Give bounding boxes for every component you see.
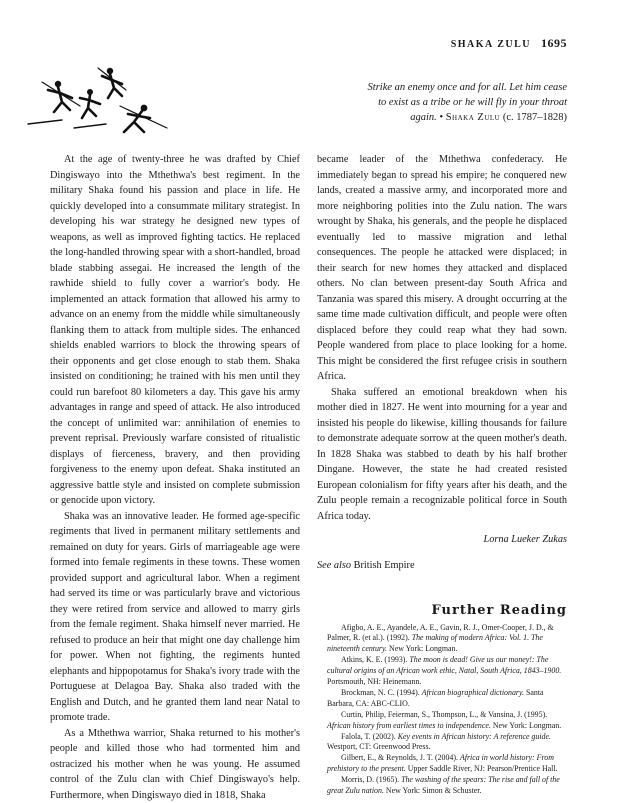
see-also-link[interactable]: British Empire <box>354 560 415 571</box>
left-column <box>50 152 300 803</box>
author-signature: Lorna Lueker Zukas <box>317 532 567 548</box>
zulu-warriors-drawing-icon <box>22 62 172 142</box>
reference-item: Gilbert, E., & Reynolds, J. T. (2004). Africa in world history: From prehistory to the present. Upper Saddle River, NJ: Pearson/Prentice Hall. <box>317 753 567 775</box>
body-paragraph: At the age of twenty-three he was drafted by Chief Dingiswayo into the Mthethwa's best regiment. In the military Shaka found his passion and place in life. He quickly developed into a consummate military strategist. In developing his war strategy he designed new types of weapons, as well as improved fighting tactics. He replaced the long-handled throwing spear with a short-handled, broad blade stabbing assegai. He increased the length of the rawhide shield to fully cover a warrior's body. He implemented an attack formation that allowed his army to advance on an enemy from the middle while simultaneously flanking them to attack from multiple sides. The enhanced shields enabled warriors to block the throwing spears of their opponents and get close enough to stab them. Shaka insisted on conditioning; he trained with his men until they could run barefoot 80 kilometers a day. This gave his army advantages in range and speed of attack. He also introduced the concept of unlimited war: annihilation of enemies to prevent reprisal. Previously warfare consisted of ritualistic displays of fierceness, bravery, and then providing forgiveness to the enemy upon defeat. Shaka instituted an aggressive battle style and insisted on complete submission or genocide upon victory. <box>50 152 300 509</box>
body-paragraph: became leader of the Mthethwa confederacy. He immediately began to spread his empire; he conquered new lands, created a massive army, and incorporated more and more neighboring polities into the Zulu nation. The wars wrought by Shaka, his generals, and the people he displaced eventually led to massive migration and lethal consequences. The people he attacked were displaced; in their search for new homes they attacked and displaced others. No clan between present-day South Africa and Tanzania was spared this misery. A drought occurring at the same time made cultivation difficult, and people were often displaced before they could reap what they had sown. People wandered from place to place looking for a home. This might be considered the first refugee crisis in southern Africa. <box>317 152 567 385</box>
epigraph-quote <box>322 80 567 125</box>
bullet: • <box>439 112 443 123</box>
epigraph-attribution-date: (c. 1787–1828) <box>503 112 567 123</box>
reference-item: Afigbo, A. E., Ayandele, A. E., Gavin, R. J., Omer-Cooper, J. D., & Palmer, R. (et al.). (1992). The making of modern Africa: Vol. 1. The nineteenth century. New York: Longman. <box>317 623 567 656</box>
body-paragraph: As a Mthethwa warrior, Shaka returned to his mother's people and killed those who had tormented him and ostracized his mother when he was young. He assumed control of the Zulu clan with Chief Dingiswayo's help. Furthermore, when Dingiswayo died in 1818, Shaka <box>50 726 300 803</box>
reference-list <box>317 623 567 798</box>
further-reading-heading: Further Reading <box>317 603 567 619</box>
epigraph-line-1: Strike an enemy once and for all. Let him cease <box>322 80 567 95</box>
body-paragraph: Shaka suffered an emotional breakdown when his mother died in 1827. He went into mourning for a year and insisted his people do likewise, killing thousands for failure to demonstrate adequate sorrow at the queen mother's death. In 1828 Shaka was stabbed to death by his half brother Dingane. However, the state he had created resisted European colonialism for fifty years after his death, and the Zulu people remain a recognizable political force in South Africa today. <box>317 385 567 525</box>
epigraph-attribution-name: Shaka Zulu <box>446 112 501 123</box>
epigraph-line-3 <box>322 110 567 125</box>
epigraph-line-2: to exist as a tribe or he will fly in your throat <box>322 95 567 110</box>
epigraph-line-3-text: again. <box>410 112 437 123</box>
page-number: 1695 <box>541 36 567 51</box>
right-column <box>317 152 567 797</box>
body-paragraph: Shaka was an innovative leader. He formed age-specific regiments that lived in permanent military settlements and remained on duty for years. Girls of marriageable age were formed into female regiments in these towns. These women provided support and agricultural labor. When a regiment had served its time or was particularly brave and victorious they were retired from service and allowed to marry girls from the female regiment. Shaka himself never married. He refused to produce an heir that might one day challenge him for power. When not fighting, the regiments hunted elephants and hippopotamus for Shaka's ivory trade with the Portuguese at Delagoa Bay. Shaka also traded with the English and Dutch, and he granted them land near Natal to promote trade. <box>50 509 300 726</box>
reference-item: Curtin, Philip, Feierman, S., Thompson, L., & Vansina, J. (1995). African history from earliest times to independence. New York: Longman. <box>317 710 567 732</box>
see-also-label: See also <box>317 560 351 571</box>
see-also <box>317 558 567 574</box>
reference-item: Falola, T. (2002). Key events in African history: A reference guide. Westport, CT: Greenwood Press. <box>317 732 567 754</box>
running-head <box>451 36 567 51</box>
reference-item: Atkins, K. E. (1993). The moon is dead! Give us our money!: The cultural origins of an African work ethic, Natal, South Africa, 1843–1900. Portsmouth, NH: Heinemann. <box>317 655 567 688</box>
reference-item: Morris, D. (1965). The washing of the spears: The rise and fall of the great Zulu nation. New York: Simon & Schuster. <box>317 775 567 797</box>
reference-item: Brockman, N. C. (1994). African biographical dictionary. Santa Barbara, CA: ABC-CLIO. <box>317 688 567 710</box>
running-title: SHAKA ZULU <box>451 39 531 50</box>
